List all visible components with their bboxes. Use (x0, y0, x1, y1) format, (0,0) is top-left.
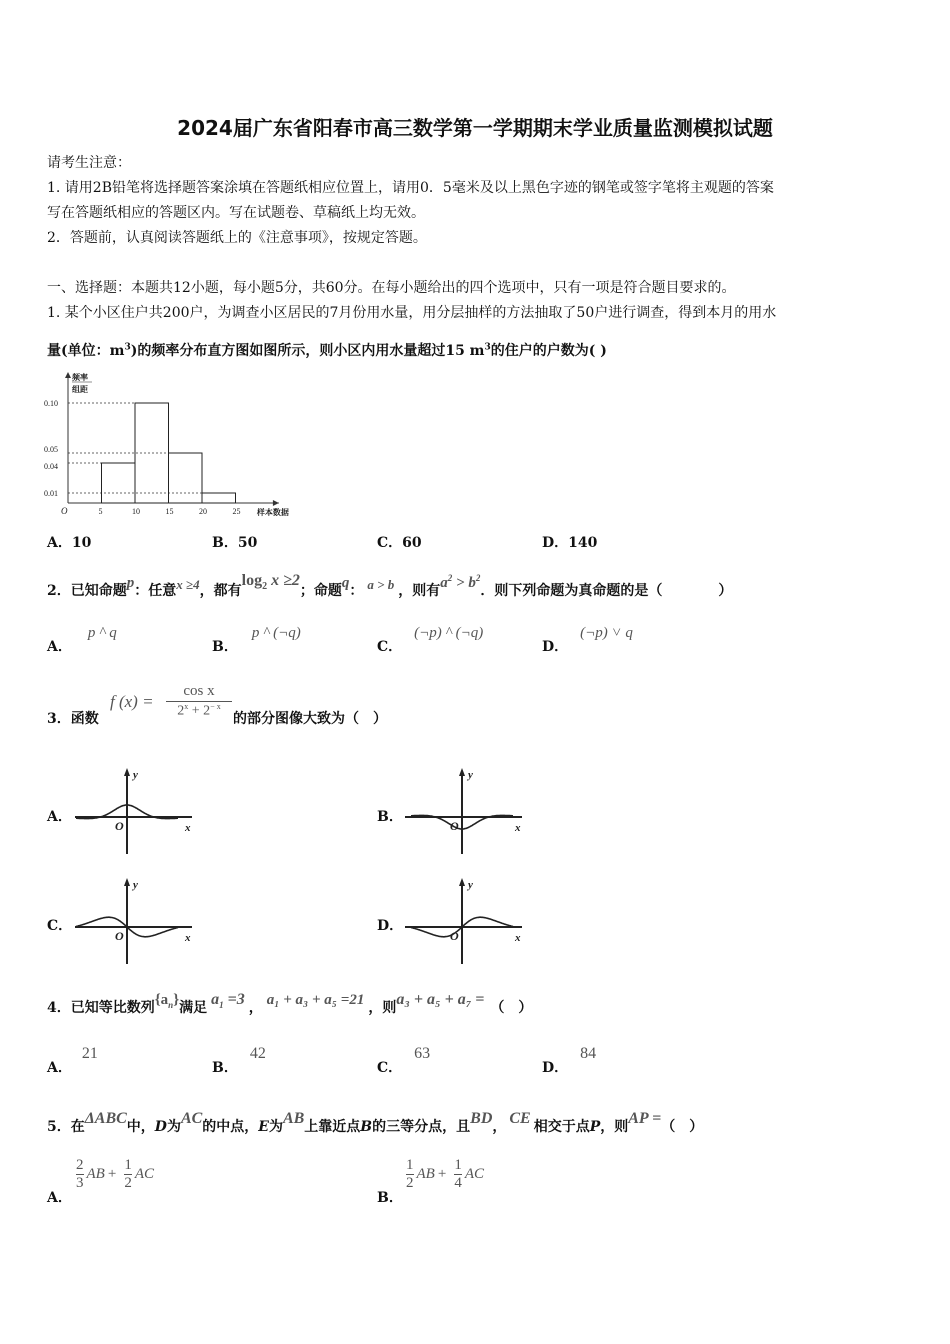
y-axis-arrow (65, 372, 71, 378)
histogram-bar (102, 463, 136, 503)
x-tick-label: 25 (232, 507, 241, 516)
q3-option-a[interactable]: A． (47, 809, 72, 825)
y-axis-label-bottom: 组距 (72, 385, 88, 394)
y-axis-arrow (124, 878, 130, 886)
y-tick-label: 0.01 (44, 489, 58, 498)
q1-line-1: 1. 某个小区住户共200户，为调查小区居民的7月份用水量，用分层抽样的方法抽取了50户进行调查，得到本月的用水 (47, 305, 777, 321)
x-tick-label: 20 (199, 507, 207, 516)
histogram-bar (169, 453, 203, 503)
y-axis-label: y (468, 769, 473, 781)
q5-stem: 5．在ΔABC中，D为AC的中点，E为AB上靠近点B的三等分点，且BD， CE 相交于点P，则AP =（ ） (47, 1110, 704, 1135)
q5-option-b[interactable]: $\frac{1}{2}$ AB + $\frac{1}{4}$ AC (406, 1157, 485, 1191)
y-tick-label: 0.10 (44, 399, 58, 408)
q3-graph-d[interactable] (400, 872, 530, 967)
origin-label: O (115, 819, 124, 833)
q4-stem: 4．已知等比数列$\{a_n\}$满足 $a_1 =3$ ， a₁ + a₃ + a₅ =21 ，则a₃ + a₅ + a₇ = （ ） (47, 991, 533, 1016)
q3-graph-b[interactable] (400, 762, 530, 857)
y-axis-label: y (133, 879, 138, 891)
origin-label: O (115, 929, 124, 943)
q1-option-a[interactable]: A．10 (47, 535, 92, 551)
origin-label: O (61, 506, 68, 516)
q3-graph-a[interactable] (70, 762, 200, 857)
y-tick-label: 0.05 (44, 445, 58, 454)
x-axis-label: x (515, 932, 521, 944)
notice-line-1: 1. 请用2B铅笔将选择题答案涂填在答题纸相应位置上，请用0．5毫米及以上黑色字迹的钢笔或签字笔将主观题的答案 (47, 180, 774, 196)
page-title: 2024届广东省阳春市高三数学第一学期期末学业质量监测模拟试题 (177, 116, 773, 140)
notice-line-2: 2．答题前，认真阅读答题纸上的《注意事项》，按规定答题。 (47, 230, 427, 246)
notice-line-1b: 写在答题纸相应的答题区内。写在试题卷、草稿纸上均无效。 (47, 205, 425, 221)
q3-option-d[interactable]: D． (377, 918, 404, 934)
q4-option-c[interactable]: C．63 (377, 1045, 431, 1076)
q3-pre: 3．函数 (47, 711, 99, 727)
y-axis-arrow (124, 768, 130, 776)
q1-option-b[interactable]: B．50 (212, 535, 258, 551)
q2-option-a[interactable]: A．p ^ q (47, 625, 117, 655)
notice-heading: 请考生注意： (47, 155, 131, 171)
x-axis-arrow (273, 500, 279, 506)
x-axis-label: x (185, 932, 191, 944)
q2-option-b[interactable]: B．p ^ (¬q) (212, 625, 301, 655)
q2-option-d[interactable]: D．(¬p) ˅ q (542, 625, 633, 655)
x-axis-label: 样本数据 (256, 508, 289, 517)
y-axis-arrow (459, 878, 465, 886)
q5-option-b-label[interactable]: B． (377, 1190, 403, 1206)
y-axis-arrow (459, 768, 465, 776)
section-heading: 一、选择题：本题共12小题，每小题5分，共60分。在每小题给出的四个选项中，只有一项是符合题目要求的。 (47, 280, 736, 296)
q2-option-c[interactable]: C．(¬p) ^ (¬q) (377, 625, 484, 655)
histogram-chart (40, 368, 300, 523)
y-axis-label: y (468, 879, 473, 891)
origin-label: O (450, 929, 459, 943)
q3-tail: 的部分图像大致为（ ） (233, 711, 387, 727)
q3-option-c[interactable]: C． (47, 918, 73, 934)
y-tick-label: 0.04 (44, 462, 58, 471)
x-tick-label: 10 (132, 507, 140, 516)
x-axis-label: x (185, 822, 191, 834)
y-axis-label-top: 频率 (72, 373, 88, 382)
q3-fx: f (x) = (110, 692, 154, 711)
q4-option-d[interactable]: D．84 (542, 1045, 597, 1076)
q5-option-a-label[interactable]: A． (47, 1190, 72, 1206)
x-tick-label: 15 (165, 507, 174, 516)
x-tick-label: 5 (98, 507, 103, 516)
q2-stem: 2．已知命题p：任意x ≥4，都有$\log_2 x \ge 2$；命题q： a > b ，则有$a^2 > b^2$．则下列命题为真命题的是（ ） (47, 572, 733, 599)
q1-line-2: 量(单位：$m^3$)的频率分布直方图如图所示，则小区内用水量超过15 $m^3$的住户的户数为( ) (47, 342, 607, 359)
x-axis-label: x (515, 822, 521, 834)
q3-graph-c[interactable] (70, 872, 200, 967)
y-axis-label: y (133, 769, 138, 781)
q5-option-a[interactable]: $\frac{2}{3}$ AB + $\frac{1}{2}$ AC (76, 1157, 155, 1191)
q1-option-c[interactable]: C．60 (377, 535, 422, 551)
q3-option-b[interactable]: B． (377, 809, 403, 825)
q4-option-a[interactable]: A．21 (47, 1045, 98, 1076)
origin-label: O (450, 819, 459, 833)
histogram-bar (202, 493, 236, 503)
q3-fraction: cos x $2^x + 2^{- x}$ (166, 683, 232, 720)
q1-option-d[interactable]: D．140 (542, 535, 598, 551)
q4-option-b[interactable]: B．42 (212, 1045, 266, 1076)
